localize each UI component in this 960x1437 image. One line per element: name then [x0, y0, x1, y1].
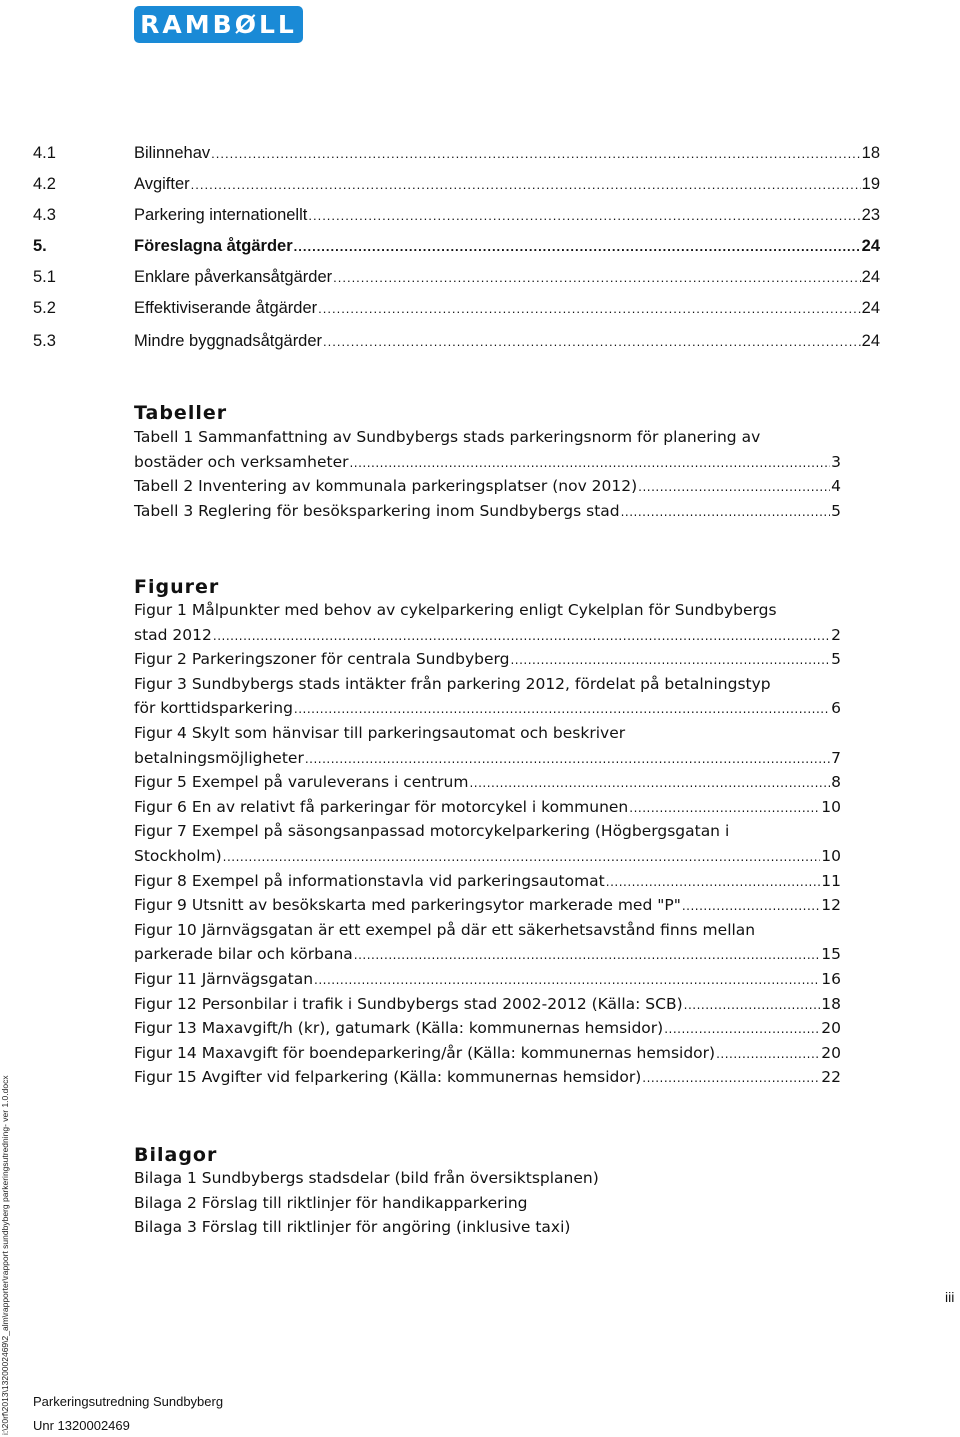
entry-page: 22 [821, 1068, 841, 1087]
entry-title: stad 2012 [134, 625, 212, 644]
entry-last-line [134, 623, 841, 649]
figurer-entry[interactable] [134, 672, 841, 722]
figurer-entry[interactable] [134, 918, 841, 968]
entry-last-line [134, 770, 841, 796]
entry-last-line [134, 499, 841, 525]
entry-last-line [134, 647, 841, 673]
toc-entry-number: 5.3 [33, 332, 56, 350]
figurer-entry[interactable] [134, 819, 841, 869]
entry-title: Figur 5 Exempel på varuleverans i centrum [134, 773, 469, 792]
figurer-entry[interactable] [134, 1041, 841, 1067]
toc-leader-dots [191, 174, 861, 196]
entry-last-line [134, 893, 841, 919]
entry-leader-dots [629, 796, 820, 821]
toc-entry[interactable] [33, 173, 880, 195]
entry-last-line [134, 844, 841, 870]
figurer-entry[interactable] [134, 1016, 841, 1042]
entry-title: bostäder och verksamheter [134, 452, 349, 471]
entry-last-line [134, 474, 841, 500]
entry-title: Figur 14 Maxavgift för boendeparkering/år (Källa: kommunernas hemsidor) [134, 1043, 716, 1062]
entry-leader-dots [621, 500, 831, 525]
entry-leader-dots [642, 1066, 820, 1091]
bilaga-item: Bilaga 3 Förslag till riktlinjer för angöring (inklusive taxi) [134, 1218, 571, 1237]
toc-entry-page: 24 [861, 268, 880, 286]
toc-entry[interactable] [33, 235, 880, 257]
entry-leader-dots [638, 475, 830, 500]
figurer-entry[interactable] [134, 721, 841, 771]
entry-title: Figur 9 Utsnitt av besökskarta med parkeringsytor markerade med "P" [134, 896, 681, 915]
toc-entry-number: 4.1 [33, 144, 56, 162]
entry-last-line [134, 450, 841, 476]
bilaga-item: Bilaga 2 Förslag till riktlinjer för handikapparkering [134, 1193, 528, 1212]
toc-entry-page: 24 [861, 332, 880, 350]
entry-last-line [134, 869, 841, 895]
file-path-sidebar: i:\20rf\2013\1320002469\2_alm\rapporter\rapport sundbyberg parkeringsutredning- ver 1.0.docx [0, 1075, 10, 1435]
toc-entry-title: Bilinnehav [134, 144, 211, 162]
entry-leader-dots [349, 451, 830, 476]
toc-leader-dots [211, 143, 861, 165]
entry-first-line: Figur 4 Skylt som hänvisar till parkeringsautomat och beskriver [134, 724, 626, 742]
tabeller-entry[interactable] [134, 425, 841, 475]
entry-page: 2 [831, 625, 841, 644]
toc-entry-page: 24 [861, 237, 880, 255]
footer-unr: Unr 1320002469 [33, 1418, 130, 1433]
entry-leader-dots [664, 1017, 820, 1042]
entry-title: Figur 13 Maxavgift/h (kr), gatumark (Källa: kommunernas hemsidor) [134, 1019, 664, 1038]
toc-entry-page: 19 [861, 175, 880, 193]
entry-leader-dots [305, 747, 830, 772]
entry-leader-dots [684, 993, 821, 1018]
toc-entry[interactable] [33, 330, 880, 352]
entry-page: 8 [831, 773, 841, 792]
toc-entry-number: 5. [33, 237, 47, 255]
entry-page: 10 [821, 846, 841, 865]
entry-page: 5 [831, 501, 841, 520]
entry-title: parkerade bilar och körbana [134, 945, 353, 964]
entry-leader-dots [469, 771, 830, 796]
figurer-entry[interactable] [134, 647, 841, 673]
entry-leader-dots [682, 894, 820, 919]
entry-title: Tabell 3 Reglering för besöksparkering inom Sundbybergs stad [134, 501, 620, 520]
entry-leader-dots [213, 624, 830, 649]
entry-last-line [134, 967, 841, 993]
toc-entry-number: 4.3 [33, 206, 56, 224]
entry-page: 20 [821, 1019, 841, 1038]
toc-leader-dots [323, 331, 861, 353]
entry-last-line [134, 696, 841, 722]
entry-page: 11 [821, 871, 841, 890]
entry-last-line [134, 795, 841, 821]
entry-title: Figur 6 En av relativt få parkeringar för motorcykel i kommunen [134, 797, 629, 816]
bilaga-item: Bilaga 1 Sundbybergs stadsdelar (bild från översiktsplanen) [134, 1169, 599, 1187]
figurer-heading: Figurer [134, 576, 220, 598]
toc-entry[interactable] [33, 142, 880, 164]
toc-leader-dots [308, 205, 860, 227]
entry-page: 6 [831, 699, 841, 718]
toc-entry[interactable] [33, 266, 880, 288]
entry-first-line: Figur 3 Sundbybergs stads intäkter från parkering 2012, fördelat på betalningstyp [134, 674, 771, 693]
entry-leader-dots [294, 697, 830, 722]
entry-last-line [134, 1016, 841, 1042]
entry-page: 7 [831, 748, 841, 767]
figurer-entry[interactable] [134, 992, 841, 1018]
entry-leader-dots [223, 845, 821, 870]
entry-last-line [134, 1065, 841, 1091]
figurer-entry[interactable] [134, 795, 841, 821]
entry-leader-dots [716, 1042, 820, 1067]
toc-entry-title: Föreslagna åtgärder [134, 237, 293, 255]
toc-entry[interactable] [33, 204, 880, 226]
entry-first-line: Figur 7 Exempel på säsongsanpassad motorcykelparkering (Högbergsgatan i [134, 822, 730, 841]
toc-leader-dots [333, 267, 861, 289]
entry-page: 15 [821, 945, 841, 964]
toc-entry-title: Mindre byggnadsåtgärder [134, 332, 323, 350]
entry-last-line [134, 942, 841, 968]
toc-leader-dots [318, 298, 861, 320]
tabeller-entry[interactable] [134, 499, 841, 525]
toc-entry-number: 5.1 [33, 268, 56, 286]
toc-entry-number: 5.2 [33, 299, 56, 317]
entry-page: 20 [821, 1043, 841, 1062]
figurer-entry[interactable] [134, 869, 841, 895]
entry-leader-dots [606, 870, 821, 895]
entry-title: Figur 11 Järnvägsgatan [134, 970, 314, 988]
entry-page: 16 [821, 970, 841, 988]
entry-last-line [134, 1041, 841, 1067]
entry-title: Stockholm) [134, 846, 222, 865]
figurer-entry[interactable] [134, 1065, 841, 1091]
entry-title: Figur 8 Exempel på informationstavla vid parkeringsautomat [134, 871, 605, 890]
entry-title: för korttidsparkering [134, 699, 293, 718]
entry-leader-dots [510, 648, 830, 673]
entry-page: 5 [831, 650, 841, 669]
entry-page: 12 [821, 896, 841, 915]
footer-title: Parkeringsutredning Sundbyberg [33, 1394, 224, 1409]
toc-entry-title: Avgifter [134, 175, 190, 193]
figurer-entry[interactable] [134, 770, 841, 796]
figurer-entry[interactable] [134, 598, 841, 648]
figurer-entry[interactable] [134, 893, 841, 919]
entry-page: 4 [831, 477, 841, 496]
toc-leader-dots [294, 236, 861, 258]
entry-last-line [134, 992, 841, 1018]
entry-leader-dots [354, 943, 820, 968]
toc-entry-title: Effektiviserande åtgärder [134, 299, 318, 317]
tabeller-entry[interactable] [134, 474, 841, 500]
figurer-entry[interactable] [134, 967, 841, 993]
entry-title: Figur 15 Avgifter vid felparkering (Källa: kommunernas hemsidor) [134, 1068, 642, 1087]
page-number: iii [945, 1289, 955, 1305]
toc-entry-page: 18 [861, 144, 880, 162]
entry-title: Tabell 2 Inventering av kommunala parkeringsplatser (nov 2012) [134, 477, 638, 496]
entry-page: 10 [821, 797, 841, 816]
entry-title: Figur 12 Personbilar i trafik i Sundbybergs stad 2002-2012 (Källa: SCB) [134, 994, 683, 1013]
toc-entry-number: 4.2 [33, 175, 56, 193]
toc-entry-title: Enklare påverkansåtgärder [134, 268, 333, 286]
entry-page: 18 [821, 994, 841, 1013]
entry-title: betalningsmöjligheter [134, 748, 304, 767]
toc-entry-page: 23 [861, 206, 880, 224]
tabeller-heading: Tabeller [134, 402, 228, 424]
toc-entry-title: Parkering internationellt [134, 206, 308, 224]
entry-last-line [134, 746, 841, 772]
ramboll-logo: RAMBØLL [134, 6, 303, 43]
toc-entry[interactable] [33, 297, 880, 319]
entry-page: 3 [831, 452, 841, 471]
entry-first-line: Figur 1 Målpunkter med behov av cykelparkering enligt Cykelplan för Sundbybergs [134, 601, 777, 619]
entry-leader-dots [314, 968, 820, 993]
entry-first-line: Figur 10 Järnvägsgatan är ett exempel på där ett säkerhetsavstånd finns mellan [134, 920, 756, 939]
bilagor-heading: Bilagor [134, 1144, 218, 1166]
toc-entry-page: 24 [861, 299, 880, 317]
entry-first-line: Tabell 1 Sammanfattning av Sundbybergs stads parkeringsnorm för planering av [134, 428, 761, 446]
entry-title: Figur 2 Parkeringszoner för centrala Sundbyberg [134, 650, 510, 669]
